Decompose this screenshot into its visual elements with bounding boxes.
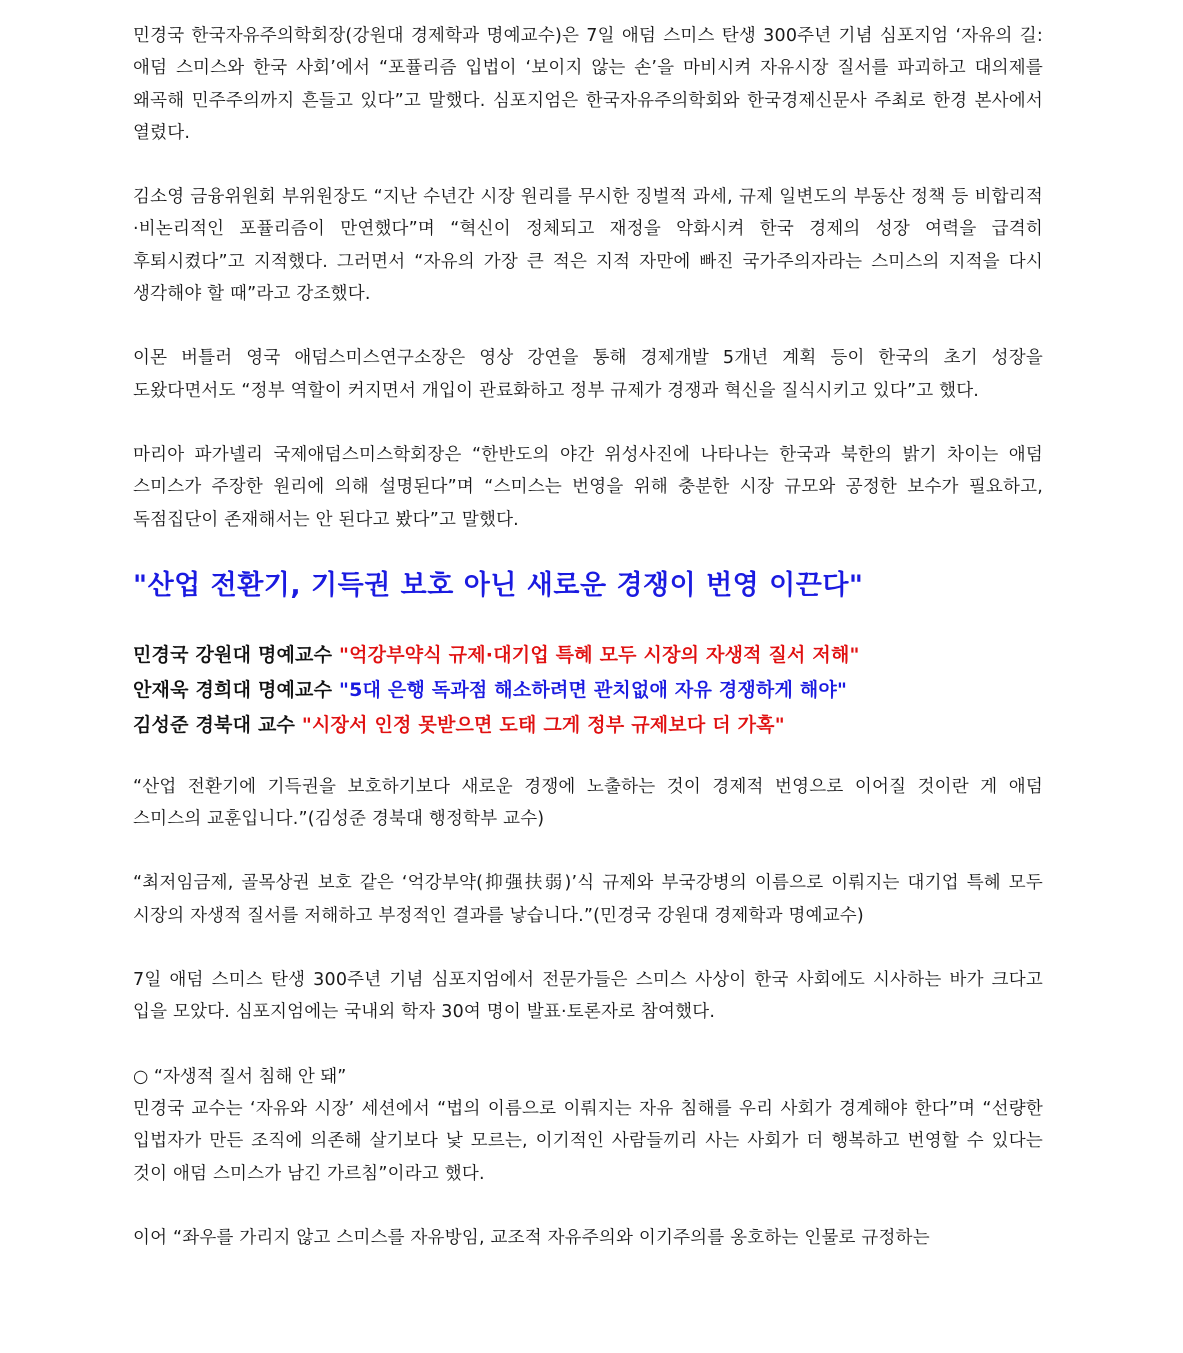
paragraph-butler: 이몬 버틀러 영국 애덤스미스연구소장은 영상 강연을 통해 경제개발 5개년 계획 등이 한국의 초기 성장을 도왔다면서도 “정부 역할이 커지면서 개입이 관료화하고 정부 규제가 경쟁과 혁신을 질식시키고 있다”고 했다. — [133, 348, 1043, 401]
quote-min-kyungkook: “최저임금제, 골목상권 보호 같은 ‘억강부약(抑强扶弱)’식 규제와 부국강병의 이름으로 이뤄지는 대기업 특혜 모두 시장의 자생적 질서를 저해하고 부정적인 결과를 낳습니다.”(민경국 강원대 경제학과 명예교수) — [133, 873, 1043, 926]
section-headline: "산업 전환기, 기득권 보호 아닌 새로운 경쟁이 번영 이끈다" — [133, 569, 864, 601]
paragraph-continued: 이어 “좌우를 가리지 않고 스미스를 자유방임, 교조적 자유주의와 이기주의를 옹호하는 인물로 규정하는 — [133, 1227, 930, 1248]
paragraph-min-session: 민경국 교수는 ‘자유와 시장’ 세션에서 “법의 이름으로 이뤄지는 자유 침해를 우리 사회가 경계해야 한다”며 “선량한 입법자가 만든 조직에 의존해 살기보다 낯 모르는, 이기적인 사람들끼리 사는 사회가 더 행복하고 번영할 수 있다는 것이 애덤 스미스가 남긴 가르침”이라고 했다. — [133, 1098, 1043, 1184]
speaker-name: 안재욱 경희대 명예교수 — [133, 678, 333, 701]
article-body — [133, 20, 1043, 1254]
paragraph-kim-soyoung: 김소영 금융위원회 부위원장도 “지난 수년간 시장 원리를 무시한 징벌적 과세, 규제 일변도의 부동산 정책 등 비합리적·비논리적인 포퓰리즘이 만연했다”며 “혁신이 정체되고 재정을 악화시켜 한국 경제의 성장 여력을 급격히 후퇴시켰다”고 지적했다. 그러면서 “자유의 가장 큰 적은 지적 자만에 빠진 국가주의자라는 스미스의 지적을 다시 생각해야 할 때”라고 강조했다. — [133, 187, 1043, 305]
paragraph-paganelli: 마리아 파가넬리 국제애덤스미스학회장은 “한반도의 야간 위성사진에 나타나는 한국과 북한의 밝기 차이는 애덤 스미스가 주장한 원리에 의해 설명된다”며 “스미스는 번영을 위해 충분한 시장 규모와 공정한 보수가 필요하고, 독점집단이 존재해서는 안 된다고 봤다”고 말했다. — [133, 444, 1043, 530]
speaker-quote: "5대 은행 독과점 해소하려면 관치없애 자유 경쟁하게 해야" — [339, 678, 848, 701]
speaker-name: 민경국 강원대 명예교수 — [133, 643, 333, 666]
speaker-summary-2 — [133, 673, 1043, 708]
speaker-name: 김성준 경북대 교수 — [133, 713, 296, 736]
subsection-title: ○ “자생적 질서 침해 안 돼” — [133, 1066, 347, 1087]
speaker-summary-1 — [133, 638, 1043, 673]
speaker-summary-3 — [133, 708, 1043, 743]
speaker-quote: "억강부약식 규제·대기업 특혜 모두 시장의 자생적 질서 저해" — [339, 643, 860, 666]
speaker-quote: "시장서 인정 못받으면 도태 그게 정부 규제보다 더 가혹" — [301, 713, 785, 736]
paragraph-symposium: 7일 애덤 스미스 탄생 300주년 기념 심포지엄에서 전문가들은 스미스 사상이 한국 사회에도 시사하는 바가 크다고 입을 모았다. 심포지엄에는 국내외 학자 30여 명이 발표·토론자로 참여했다. — [133, 970, 1043, 1023]
speaker-summary-list — [133, 638, 1043, 743]
paragraph-intro: 민경국 한국자유주의학회장(강원대 경제학과 명예교수)은 7일 애덤 스미스 탄생 300주년 기념 심포지엄 ‘자유의 길: 애덤 스미스와 한국 사회’에서 “포퓰리즘 입법이 ‘보이지 않는 손’을 마비시켜 자유시장 질서를 파괴하고 대의제를 왜곡해 민주주의까지 흔들고 있다”고 말했다. 심포지엄은 한국자유주의학회와 한국경제신문사 주최로 한경 본사에서 열렸다. — [133, 26, 1043, 143]
quote-kim-sungjun: “산업 전환기에 기득권을 보호하기보다 새로운 경쟁에 노출하는 것이 경제적 번영으로 이어질 것이란 게 애덤 스미스의 교훈입니다.”(김성준 경북대 행정학부 교수) — [133, 776, 1043, 830]
